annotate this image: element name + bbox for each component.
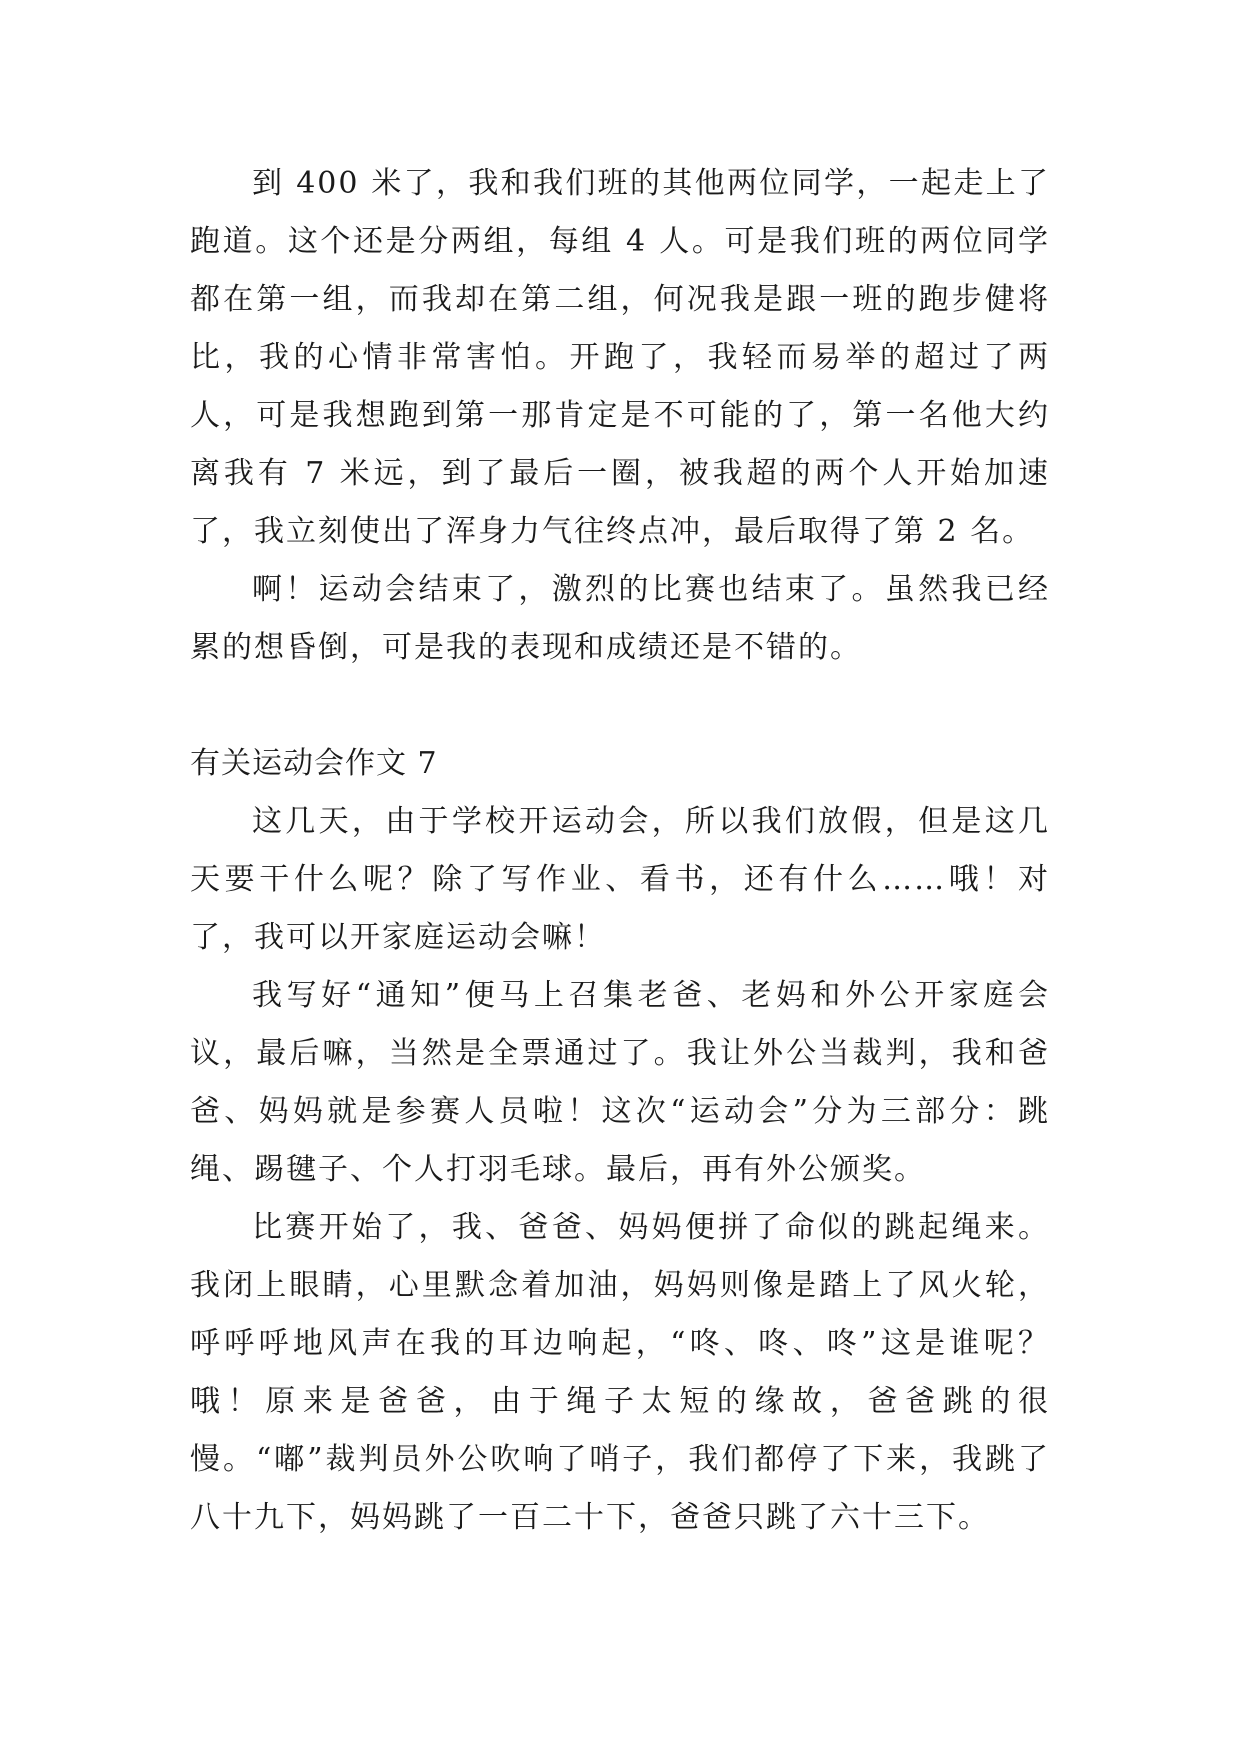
paragraph-rope-skipping: 比赛开始了，我、爸爸、妈妈便拼了命似的跳起绳来。我闭上眼睛，心里默念着加油，妈妈则像是踏上了风火轮，呼呼呼地风声在我的耳边响起，“咚、咚、咚”这是谁呢？哦！原来是爸爸，由于绳子太短的缘故，爸爸跳的很慢。“嘟”裁判员外公吹响了哨子，我们都停了下来，我跳了八十九下，妈妈跳了一百二十下，爸爸只跳了六十三下。 xyxy=(190,1210,1050,1535)
paragraph-race-400m: 到 400 米了，我和我们班的其他两位同学，一起走上了跑道。这个还是分两组，每组 4 人。可是我们班的两位同学都在第一组，而我却在第二组，何况我是跟一班的跑步健将比，我的心情非常害怕。开跑了，我轻而易举的超过了两人，可是我想跑到第一那肯定是不可能的了，第一名他大约离我有 7 米远，到了最后一圈，被我超的两个人开始加速了，我立刻使出了浑身力气往终点冲，最后取得了第 2 名。 xyxy=(190,166,1050,549)
paragraph-games-end: 啊！运动会结束了，激烈的比赛也结束了。虽然我已经累的想昏倒，可是我的表现和成绩还是不错的。 xyxy=(190,572,1050,665)
document-body xyxy=(190,155,1050,1547)
section-spacer xyxy=(190,677,1050,735)
paragraph-family-meeting: 我写好“通知”便马上召集老爸、老妈和外公开家庭会议，最后嘛，当然是全票通过了。我让外公当裁判，我和爸爸、妈妈就是参赛人员啦！这次“运动会”分为三部分：跳绳、踢毽子、个人打羽毛球。最后，再有外公颁奖。 xyxy=(190,978,1050,1187)
section-title: 有关运动会作文 7 xyxy=(190,746,438,781)
paragraph-holiday: 这几天，由于学校开运动会，所以我们放假，但是这几天要干什么呢？除了写作业、看书，还有什么……哦！对了，我可以开家庭运动会嘛！ xyxy=(190,804,1050,955)
